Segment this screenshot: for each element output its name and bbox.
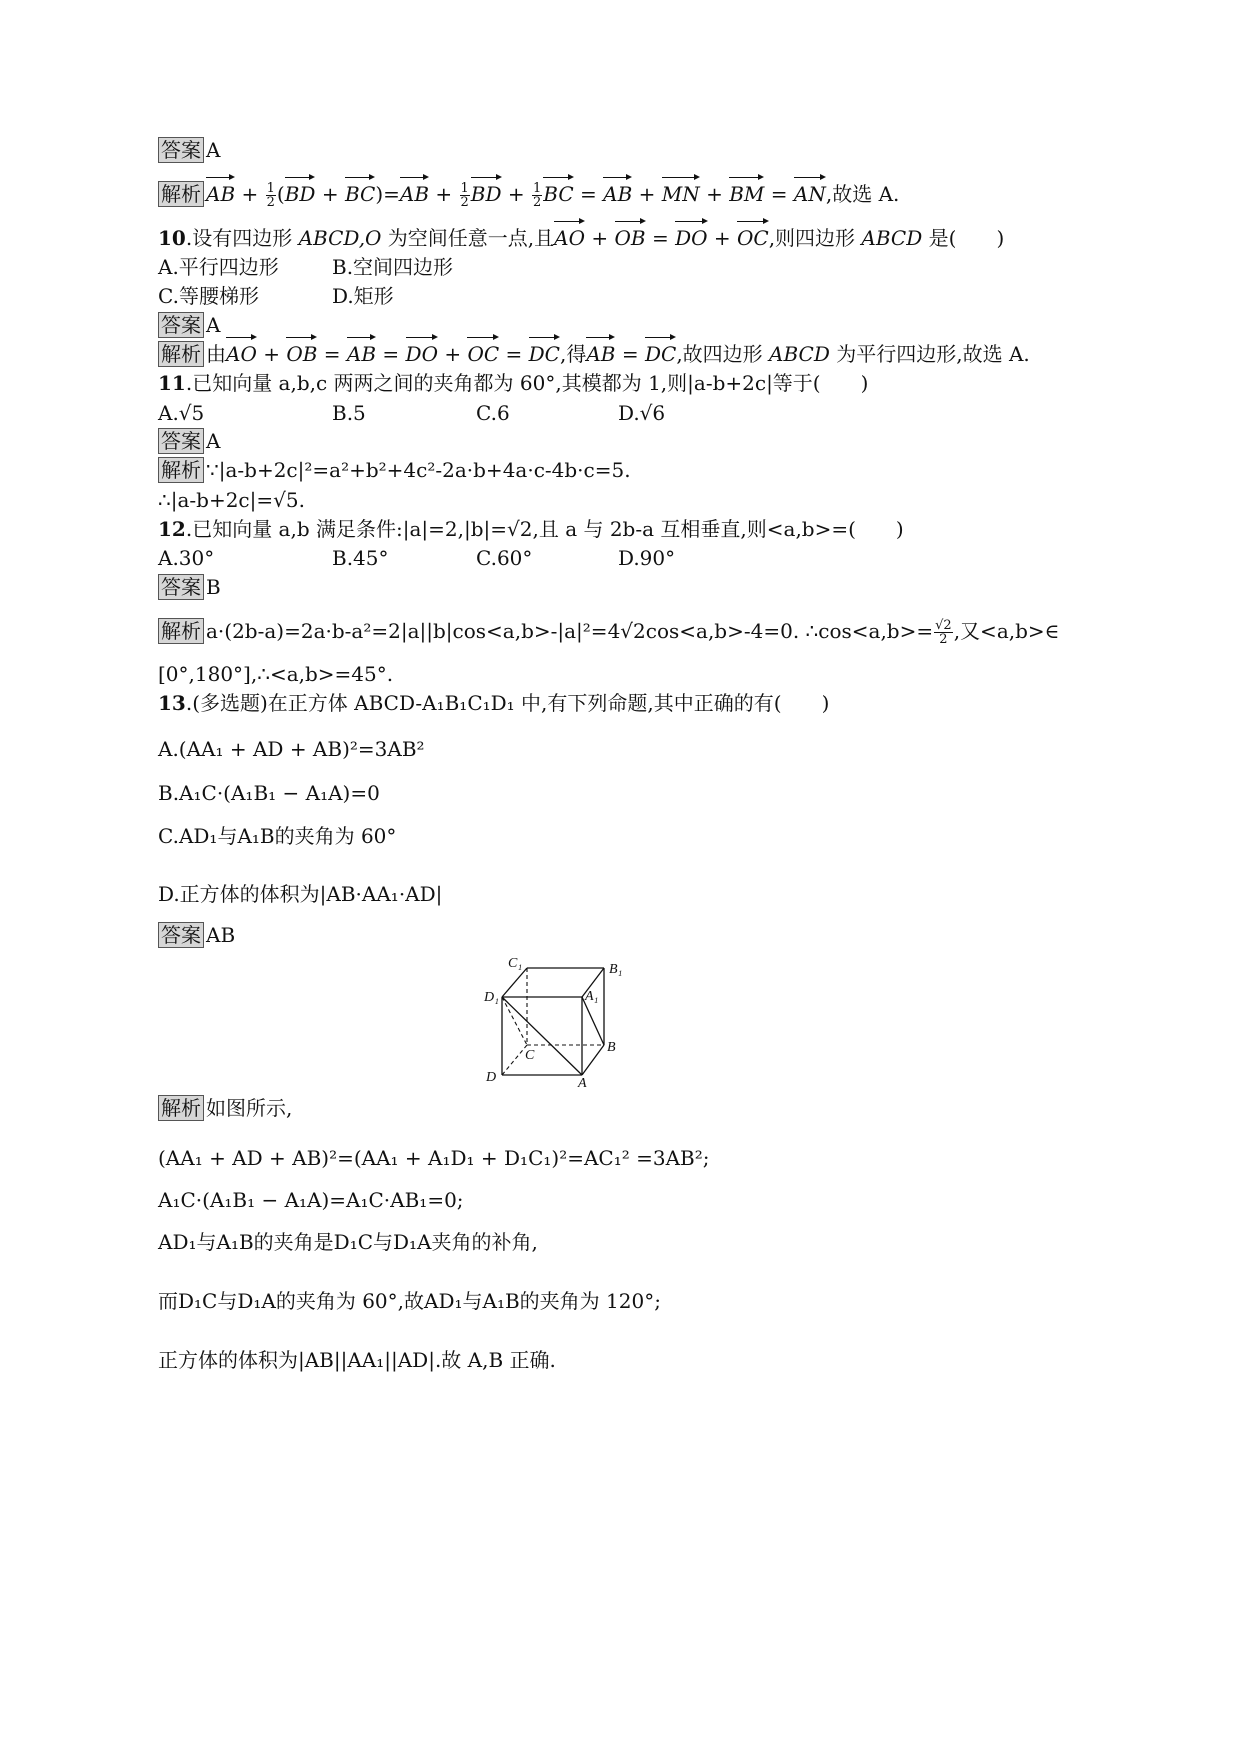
q11-option-d: D.√6 [618,401,666,425]
vertex-label: B [607,1040,616,1055]
q13-answer: AB [206,923,236,947]
vector: DC [528,342,560,366]
text: ABCD [861,226,923,250]
q13-option-b: B.A₁C·(A₁B₁ − A₁A)=0 [158,781,380,805]
question-number: 10 [158,226,186,250]
analysis-tag: 解析 [158,1095,204,1121]
question-number: 13 [158,691,186,715]
q12-option-d: D.90° [618,546,676,570]
text: .已知向量 a,b 满足条件:|a|=2,|b|=√2,且 a 与 2b-a 互相垂直,则<a,b>=( ) [185,517,904,541]
text: ,则四边形 [768,226,862,250]
q13-analysis-line3: AD₁与A₁B的夹角是D₁C与D₁A夹角的补角, [158,1230,538,1254]
q10-answer-row [158,311,220,339]
text: 为平行四边形,故选 A. [829,342,1030,366]
text: ∵|a-b+2c|²=a²+b²+4c²-2a·b+4a·c-4b·c=5. [206,458,631,482]
text: .(多选题)在正方体 ABCD-A₁B₁C₁D₁ 中,有下列命题,其中正确的有( ) [185,691,830,715]
q10-option-a: A.平行四边形 [158,255,279,279]
q13-analysis-line4: 而D₁C与D₁A的夹角为 60°,故AD₁与A₁B的夹角为 120°; [158,1289,661,1313]
q13-answer-row [158,921,235,949]
q10-option-c: C.等腰梯形 [158,284,259,308]
question-number: 11 [158,371,186,395]
vector: BC [543,182,574,206]
math-op: + [507,182,525,206]
vector: AO [226,342,257,366]
text: ABCD,O [298,226,382,250]
q9-analysis-row [158,180,899,209]
q10-option-d: D.矩形 [332,284,394,308]
q13-stem [158,689,829,717]
vector: AB [603,182,633,206]
text: ,得 [559,342,587,366]
text: ,又<a,b>∈ [953,619,1060,643]
math-op: ( [276,182,285,206]
q13-option-d: D.正方体的体积为|AB·AA₁·AD| [158,882,443,906]
q13-analysis-line2: A₁C·(A₁B₁ − A₁A)=A₁C·AB₁=0; [158,1188,464,1212]
q11-answer-row [158,427,220,455]
vector: DO [405,342,438,366]
q12-option-a: A.30° [158,546,215,570]
math-op: + [435,182,453,206]
vertex-label: B₁ [609,962,623,977]
vertex-label: A [578,1076,587,1090]
cube-edge [582,1045,604,1075]
q13-analysis-row [158,1094,292,1122]
vector: BD [284,182,316,206]
text: ABCD [769,342,830,366]
cube-hidden-edge [502,1045,527,1075]
cube-hidden-diagonal [502,997,527,1045]
vertex-label: A₁ [585,989,599,1004]
cube-diagonal [582,997,604,1045]
vector: BD [470,182,502,206]
answer-tag: 答案 [158,428,204,454]
math-op: )= [375,182,400,206]
vector: AB [399,182,430,206]
vector: MN [661,182,700,206]
vector: OB [286,342,318,366]
q13-option-c: C.AD₁与A₁B的夹角为 60° [158,824,397,848]
q13-analysis-line1: (AA₁ + AD + AB)²=(AA₁ + A₁D₁ + D₁C₁)²=AC₁² =3AB²; [158,1146,710,1170]
fraction: $\frac{1}{2}$ [533,181,542,210]
cube-figure [482,955,632,1090]
vertex-label: C [525,1048,535,1063]
text: 为空间任意一点,且 [381,226,555,250]
q12-stem [158,515,904,543]
math-op: + [706,182,723,206]
vector: AO [554,226,586,250]
q12-analysis-line2: [0°,180°],∴<a,b>=45°. [158,662,394,686]
q9-answer-row [158,136,220,164]
vector: OC [737,226,769,250]
q10-answer: A [206,313,221,337]
fraction: $\frac{1}{2}$ [266,181,275,210]
fraction: $\frac{1}{2}$ [460,181,469,210]
text: 是( ) [922,226,1005,250]
text: a·(2b-a)=2a·b-a²=2|a||b|cos<a,b>-|a|²=4√2cos<a,b>-4=0. ∴cos<a,b>= [206,619,934,643]
q11-analysis-row [158,456,631,484]
q11-option-c: C.6 [476,401,510,425]
text: .设有四边形 [185,226,299,250]
vector: OB [614,226,646,250]
q10-option-b: B.空间四边形 [332,255,454,279]
math-op: + [638,182,656,206]
q11-analysis-line2: ∴|a-b+2c|=√5. [158,488,305,512]
vector: DO [675,226,708,250]
q11-stem [158,369,868,397]
analysis-tag: 解析 [158,618,204,644]
vector: AN [793,182,826,206]
vector: AB [586,342,616,366]
answer-tag: 答案 [158,574,204,600]
vector: OC [467,342,500,366]
fraction: $\frac{√2}{2}$ [935,618,952,647]
q11-answer: A [206,429,221,453]
analysis-tag: 解析 [158,181,204,207]
q12-option-c: C.60° [476,546,533,570]
answer-tag: 答案 [158,922,204,948]
vertex-label: D₁ [484,990,499,1005]
answer-tag: 答案 [158,312,204,338]
q10-analysis-row: 解析 由AO + OB = AB = DO + OC = DC,得AB = DC,故四边形 ABCD 为平行四边形,故选 A. [158,340,1030,368]
text: 由 [206,342,226,366]
text: .已知向量 a,b,c 两两之间的夹角都为 60°,其模都为 1,则|a-b+2c|等于( ) [185,371,869,395]
q13-analysis-line5: 正方体的体积为|AB||AA₁||AD|.故 A,B 正确. [158,1348,556,1372]
q9-answer: A [206,138,221,162]
vector: DC [644,342,677,366]
cube-edge [502,968,527,997]
answer-tag: 答案 [158,137,204,163]
text: 如图所示, [206,1096,293,1120]
math-op: = [770,182,788,206]
analysis-tag: 解析 [158,457,204,483]
q12-answer: B [206,575,221,599]
question-number: 12 [158,517,186,541]
q10-stem: 10.设有四边形 ABCD,O 为空间任意一点,且AO + OB = DO + OC,则四边形 ABCD 是( ) [158,226,1005,250]
text: ,故四边形 [676,342,770,366]
q12-answer-row [158,573,221,601]
math-op: + [241,182,259,206]
vertex-label: D [486,1070,497,1085]
q12-option-b: B.45° [332,546,389,570]
vertex-label: C₁ [508,956,523,971]
q12-analysis-row [158,617,1059,646]
q11-option-a: A.√5 [158,401,205,425]
vector: BM [729,182,765,206]
q11-option-b: B.5 [332,401,366,425]
vector: AB [346,342,377,366]
text: ,故选 A. [825,182,900,206]
math-op: + [321,182,339,206]
math-op: = [580,182,597,206]
vector: BC [344,182,376,206]
vector: AB [206,182,236,206]
analysis-tag: 解析 [158,341,204,367]
cube-diagonal [502,997,582,1075]
q13-option-a: A.(AA₁ + AD + AB)²=3AB² [158,737,425,761]
